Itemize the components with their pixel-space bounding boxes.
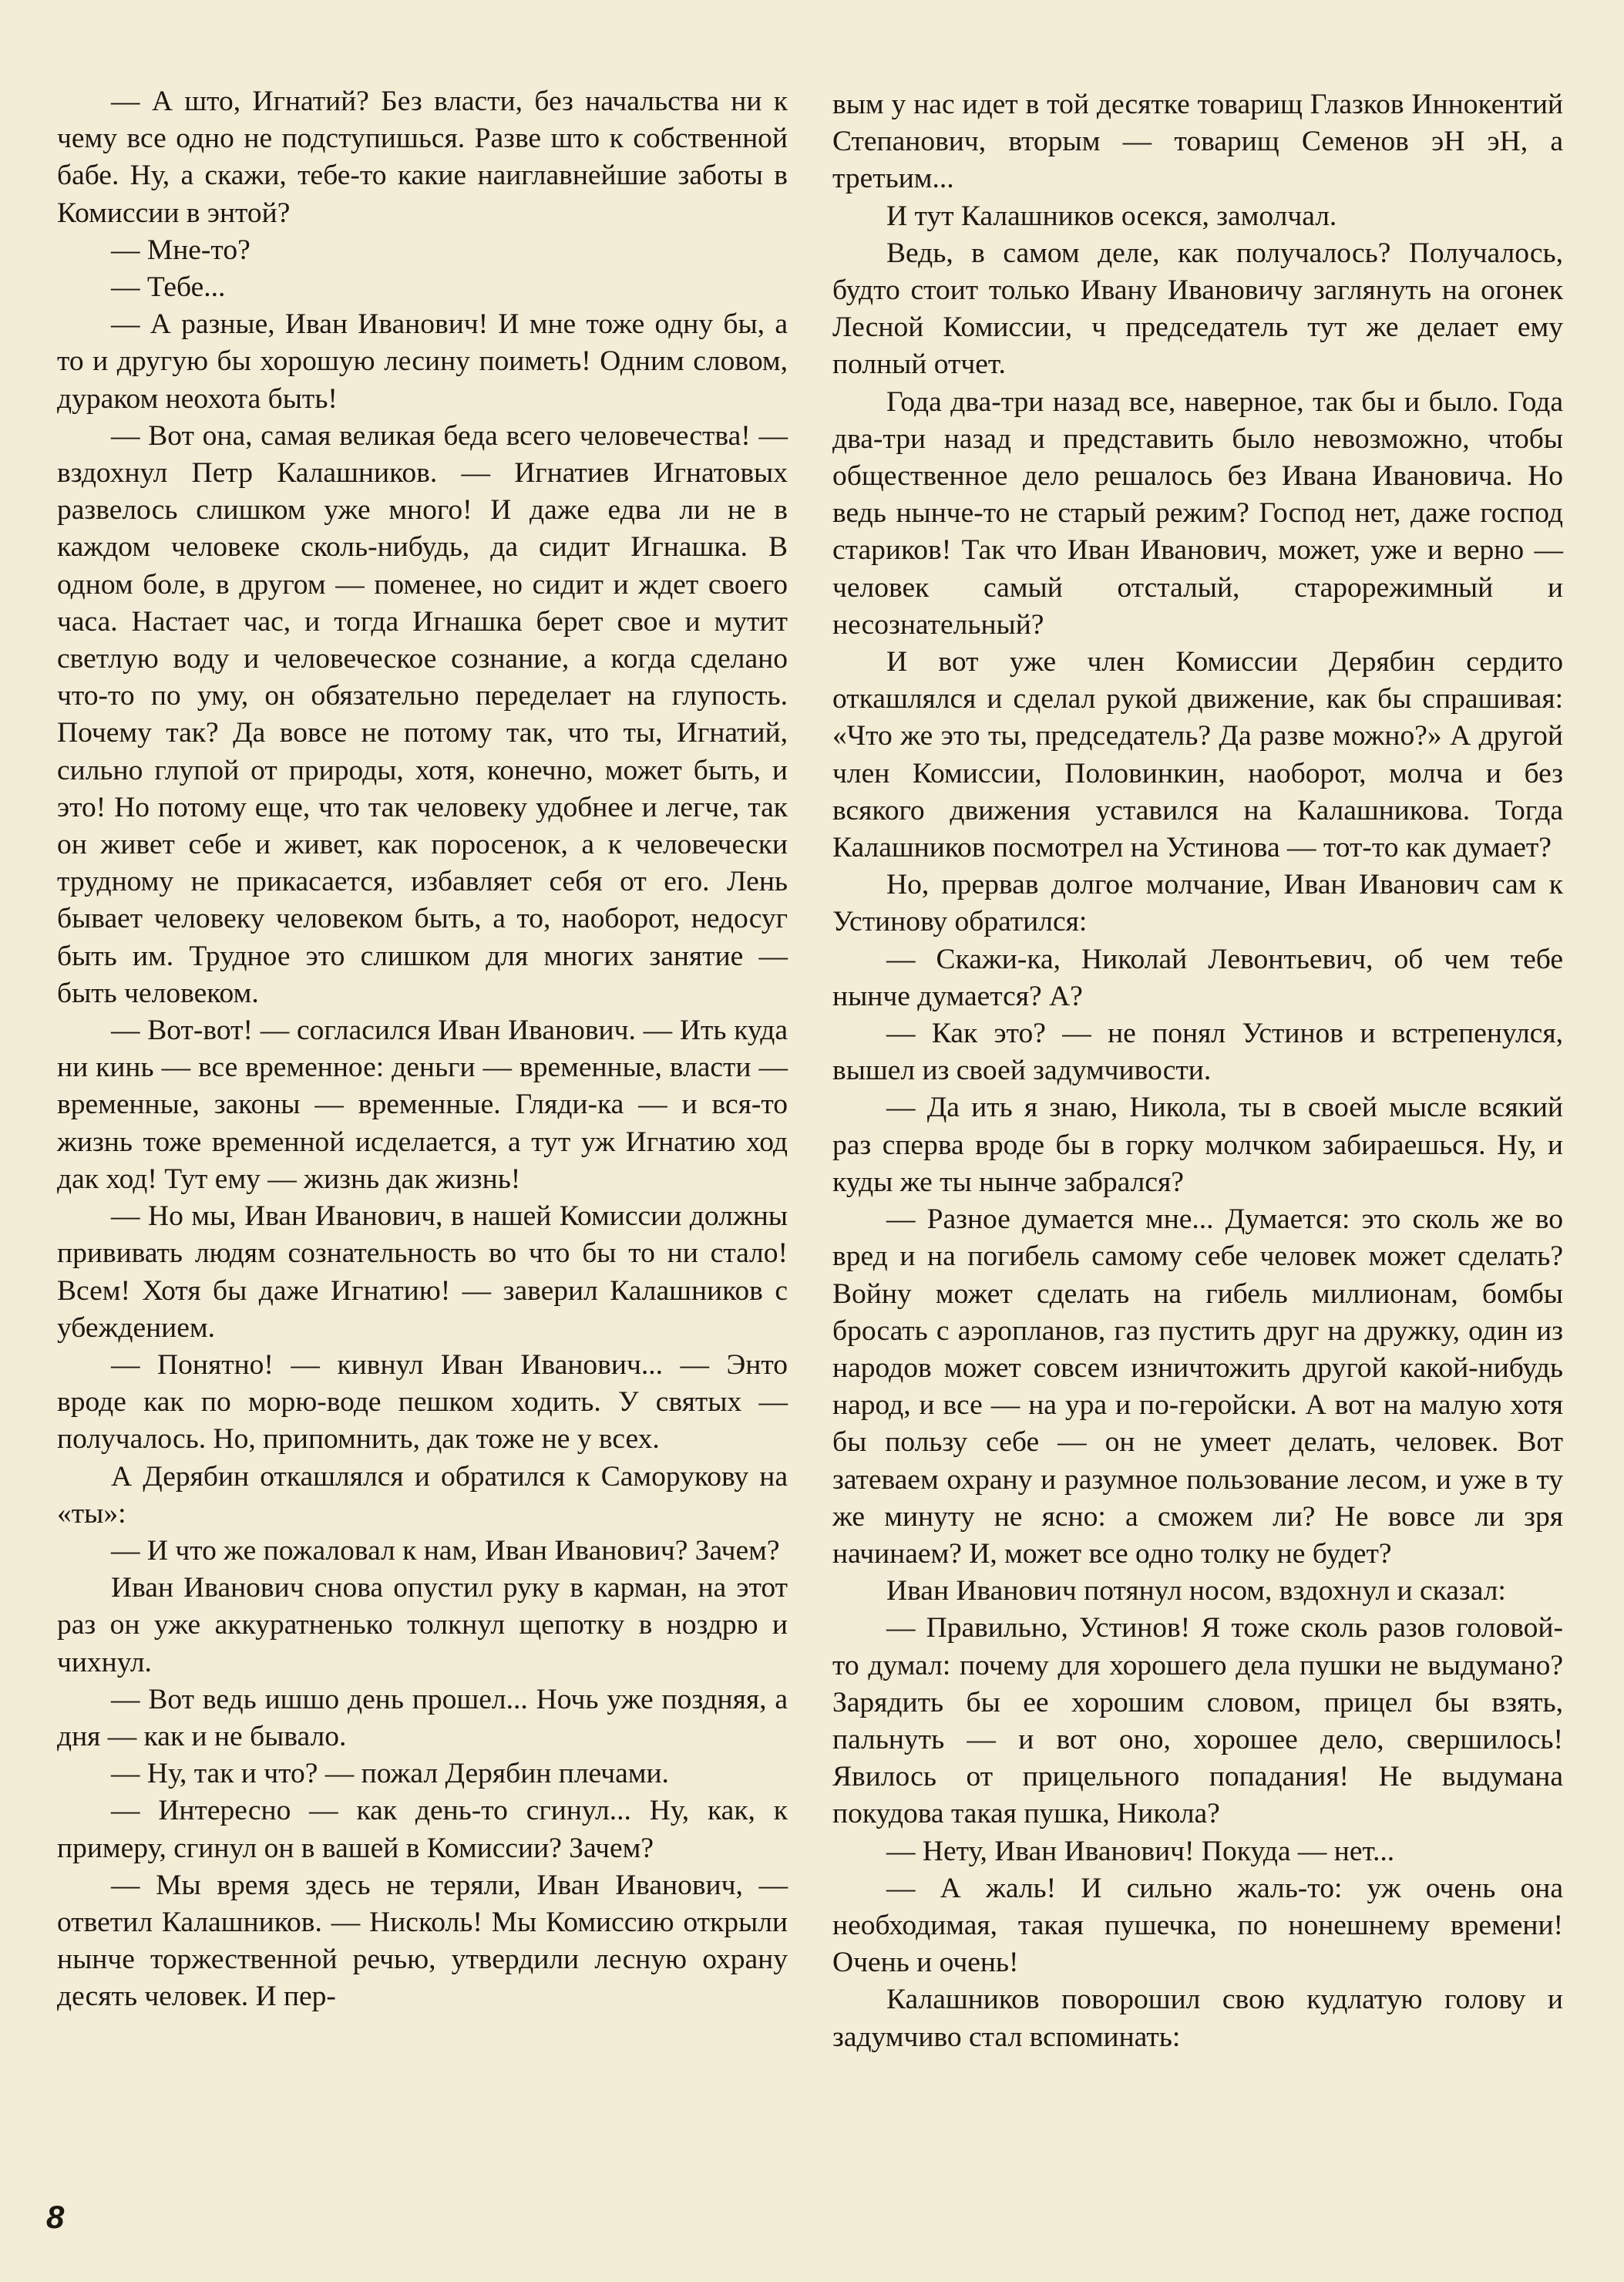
paragraph: — А што, Игнатий? Без власти, без начальства ни к чему все одно не подступишься. Разве што к собственной бабе. Ну, а скажи, тебе-то какие наиглавнейшие заботы в Комиссии в энтой? xyxy=(57,86,788,229)
paragraph: Калашников поворошил свою кудлатую голову и задумчиво стал вспоминать: xyxy=(832,1984,1563,2053)
paragraph: — Интересно — как день-то сгинул... Ну, как, к примеру, сгинул он в вашей в Комиссии? Зачем? xyxy=(57,1795,788,1864)
paragraph: Иван Иванович потянул носом, вздохнул и сказал: xyxy=(886,1575,1506,1607)
paragraph: — И что же пожаловал к нам, Иван Иванович? Зачем? xyxy=(111,1534,780,1567)
paragraph-continuation: вым у нас идет в той десятке товарищ Глазков Иннокентий Степанович, вторым — товарищ Семенов эН эН, а третьим... xyxy=(832,89,1563,195)
paragraph: — А жаль! И сильно жаль-то: уж очень она необходимая, такая пушечка, по нонешнему времени! Очень и очень! xyxy=(832,1872,1563,1979)
right-text-column xyxy=(832,86,1563,2056)
paragraph: Но, прервав долгое молчание, Иван Иванович сам к Устинову обратился: xyxy=(832,869,1563,938)
paragraph: — Вот ведь ишшо день прошел... Ночь уже поздняя, а дня — как и не бывало. xyxy=(57,1683,788,1752)
paragraph: А Дерябин откашлялся и обратился к Саморукову на «ты»: xyxy=(57,1460,788,1530)
paragraph: — Разное думается мне... Думается: это сколь же во вред и на погибель самому себе человек может сделать? Войну может сделать на гибель миллионам, бомбы бросать с аэропланов, газ пустить друг на дружку, один из народов может совсем изничтожить другой какой-нибудь народ, и все — на ура и по-геройски. А вот на малую хотя бы пользу себе — он не умеет делать, человек. Вот затеваем охрану и разумное пользование лесом, и уже в ту же минуту не ясно: а сможем ли? Не вовсе ли зря начинаем? И, может все одно толку не будет? xyxy=(832,1203,1563,1570)
paragraph: — Тебе... xyxy=(111,271,226,304)
paragraph: Года два-три назад все, наверное, так бы и было. Года два-три назад и представить было невозможно, чтобы общественное дело решалось без Ивана Ивановича. Но ведь нынче-то не старый режим? Господ нет, даже господ стариков! Так что Иван Иванович, может, уже и верно — человек самый отсталый, старорежимный и несознательный? xyxy=(832,385,1563,641)
paragraph: — А разные, Иван Иванович! И мне тоже одну бы, а то и другую бы хорошую лесину поиметь! Одним словом, дураком неохота быть! xyxy=(57,308,788,415)
paragraph: — Скажи-ка, Николай Левонтьевич, об чем тебе нынче думается? А? xyxy=(832,943,1563,1012)
paragraph: — Вот-вот! — согласился Иван Иванович. — Ить куда ни кинь — все временное: деньги — временные, власти — временные, законы — временные. Гляди-ка — и вся-то жизнь тоже временной исделается, а тут уж Игнатию ход дак ход! Тут ему — жизнь дак жизнь! xyxy=(57,1015,788,1195)
paragraph: — Мне-то? xyxy=(111,234,250,266)
paragraph: — Да ить я знаю, Никола, ты в своей мысле всякий раз сперва вроде бы в горку молчком забираешься. Ну, и куды же ты нынче забрался? xyxy=(832,1092,1563,1198)
paragraph: — Правильно, Устинов! Я тоже сколь разов головой-то думал: почему для хорошего дела пушки не выдумано? Зарядить бы ее хорошим словом, прицел бы взять, пальнуть — и вот оно, хорошее дело, свершилось! Явилось от прицельного попадания! Не выдумана покудова такая пушка, Никола? xyxy=(832,1612,1563,1830)
paragraph: И тут Калашников осекся, замолчал. xyxy=(886,200,1337,232)
left-text-column xyxy=(57,83,788,2016)
paragraph: — Вот она, самая великая беда всего человечества! — вздохнул Петр Калашников. — Игнатиев Игнатовых развелось слишком уже много! И даже едва ли не в каждом человеке сколь-нибудь, да сидит Игнашка. В одном боле, в другом — поменее, но сидит и ждет своего часа. Настает час, и тогда Игнашка берет свое и мутит светлую воду и человеческое сознание, а когда сделано что-то по уму, он обязательно переделает на глупость. Почему так? Да вовсе не потому так, что ты, Игнатий, сильно глупой от природы, хотя, конечно, может быть, и это! Но потому еще, что так человеку удобнее и легче, так он живет себе и живет, как поросенок, а к человечески трудному не прикасается, избавляет себя от его. Лень бывает человеку человеком быть, а то, наоборот, недосуг быть им. Трудное это слишком для многих занятие — быть человеком. xyxy=(57,419,788,1009)
paragraph: Ведь, в самом деле, как получалось? Получалось, будто стоит только Ивану Ивановичу заглянуть на огонек Лесной Комиссии, ч председатель тут же делает ему полный отчет. xyxy=(832,237,1563,381)
paragraph: — Как это? — не понял Устинов и встрепенулся, вышел из своей задумчивости. xyxy=(832,1018,1563,1087)
paragraph: — Ну, так и что? — пожал Дерябин плечами. xyxy=(111,1758,669,1790)
paragraph: — Мы время здесь не теряли, Иван Иванович, — ответил Калашников. — Нисколь! Мы Комиссию открыли нынче торжественной речью, утвердили лесную охрану десять человек. И пер- xyxy=(57,1869,788,2013)
paragraph: И вот уже член Комиссии Дерябин сердито откашлялся и сделал рукой движение, как бы спрашивая: «Что же это ты, председатель? Да разве можно?» А другой член Комиссии, Половинкин, наоборот, молча и без всякого движения уставился на Калашникова. Тогда Калашников посмотрел на Устинова — тот-то как думает? xyxy=(832,646,1563,864)
page-number: 8 xyxy=(46,2199,65,2235)
paragraph: — Нету, Иван Иванович! Покуда — нет... xyxy=(886,1835,1395,1867)
paragraph: — Но мы, Иван Иванович, в нашей Комиссии должны прививать людям сознательность во что бы то ни стало! Всем! Хотя бы даже Игнатию! — заверил Калашников с убеждением. xyxy=(57,1200,788,1344)
paragraph: Иван Иванович снова опустил руку в карман, на этот раз он уже аккуратненько толкнул щепотку в ноздрю и чихнул. xyxy=(57,1572,788,1678)
paragraph: — Понятно! — кивнул Иван Иванович... — Энто вроде как по морю-воде пешком ходить. У святых — получалось. Но, припомнить, дак тоже не у всех. xyxy=(57,1348,788,1456)
